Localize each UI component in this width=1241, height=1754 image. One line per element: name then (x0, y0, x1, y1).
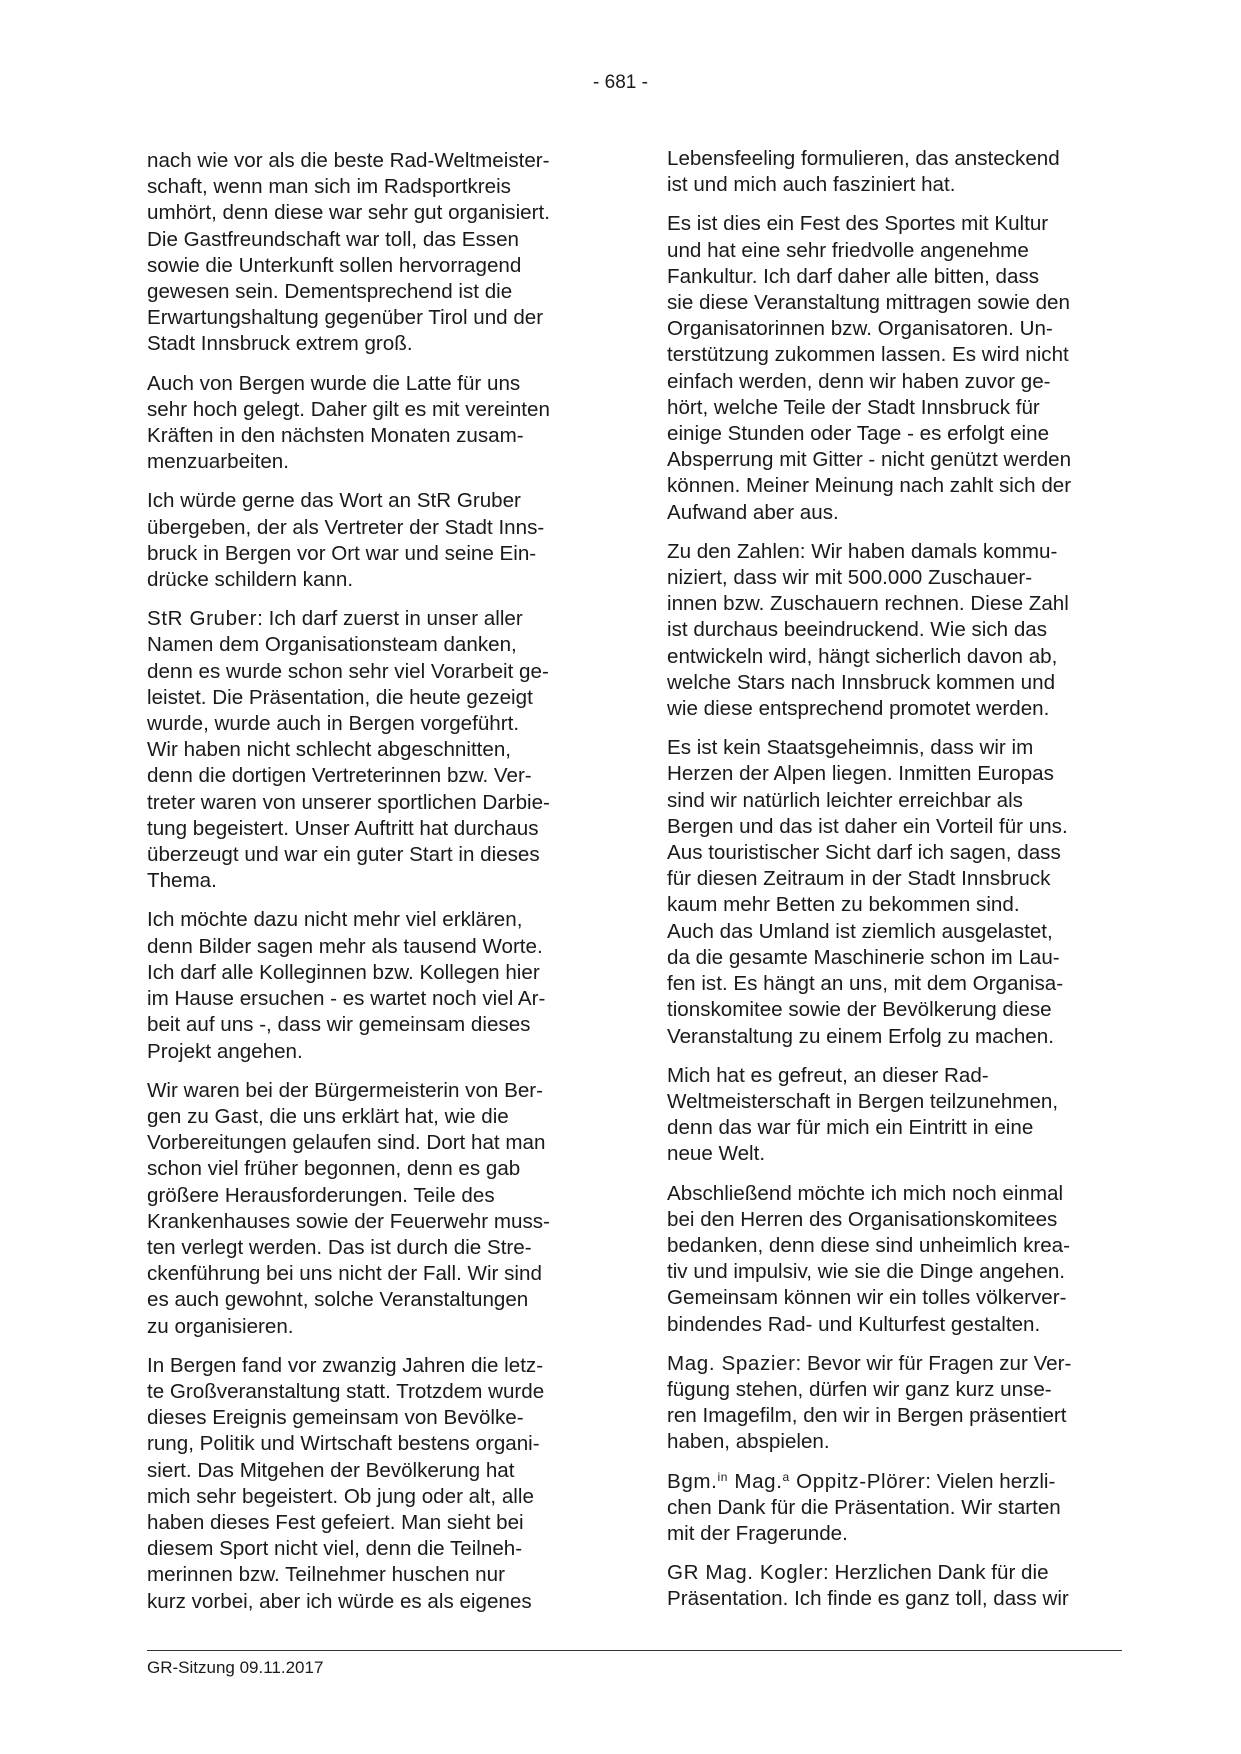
left-column (147, 148, 603, 1628)
speech-text: : Ich darf zuerst in unser aller Namen dem Organisationsteam danken, denn es wurde schon sehr viel Vorarbeit ge- leistet. Die Präsentation, die heute gezeigt wurde, wurde auch in Bergen vorgeführt. Wir haben nicht schlecht abgeschnitten, denn die dortigen Vertreterinnen bzw. Ver- treter waren von unserer sportlichen Darbie- tung begeistert. Unser Auftritt hat durchaus überzeugt und war ein guter Start in dieses Thema. (147, 607, 550, 893)
title-suffix: a (782, 1469, 790, 1484)
speaker-name: StR Gruber (147, 607, 258, 631)
speech-paragraph (667, 1351, 1123, 1456)
speaker-name (667, 1470, 925, 1493)
speech-text: : Herzlichen Dank für die Präsentation. Ich finde es ganz toll, dass wir (667, 1561, 1069, 1611)
speaker-name: Mag. Spazier (667, 1351, 796, 1375)
paragraph: Abschließend möchte ich mich noch einmal bei den Herren des Organisationskomitees bedanken, denn diese sind unheimlich krea- tiv und impulsiv, wie sie die Dinge angehen. Gemeinsam können wir ein tolles völkerver- bindendes Rad- und Kulturfest gestalten. (667, 1181, 1070, 1336)
paragraph: Lebensfeeling formulieren, das ansteckend ist und mich auch fasziniert hat. (667, 147, 1060, 197)
speech-text: : Vielen herzli- chen Dank für die Präsentation. Wir starten mit der Fragerunde. (667, 1469, 1061, 1545)
speech-paragraph (147, 606, 603, 894)
paragraph: Zu den Zahlen: Wir haben damals kommu- niziert, dass wir mit 500.000 Zuschauer- innen bzw. Zuschauern rechnen. Diese Zahl ist durchaus beeindruckend. Wie sich das entwickeln wird, hängt sicherlich davon ab, welche Stars nach Innsbruck kommen und wie diese entsprechend promotet werden. (667, 539, 1069, 721)
paragraph: Es ist dies ein Fest des Sportes mit Kultur und hat eine sehr friedvolle angenehme Fankultur. Ich darf daher alle bitten, dass sie diese Veranstaltung mittragen sowie den Organisatorinnen bzw. Organisatoren. Un- terstützung zukommen lassen. Es wird nicht einfach werden, denn wir haben zuvor ge- hört, welche Teile der Stadt Innsbruck für einige Stunden oder Tage - es erfolgt eine Absperrung mit Gitter - nicht genützt werden können. Meiner Meinung nach zahlt sich der Aufwand aber aus. (667, 212, 1072, 524)
paragraph: Ich würde gerne das Wort an StR Gruber übergeben, der als Vertreter der Stadt Inns- bruck in Bergen vor Ort war und seine Ein- drücke schildern kann. (147, 489, 545, 592)
speaker-surname: Oppitz-Plörer (789, 1469, 926, 1493)
paragraph: Auch von Bergen wurde die Latte für uns sehr hoch gelegt. Daher gilt es mit vereinten Kräften in den nächsten Monaten zusam- menzuarbeiten. (147, 371, 550, 474)
title-suffix: in (717, 1469, 729, 1484)
speech-paragraph (667, 1560, 1123, 1612)
paragraph: Ich möchte dazu nicht mehr viel erklären, denn Bilder sagen mehr als tausend Worte. Ich darf alle Kolleginnen bzw. Kollegen hier im Hause ersuchen - es wartet noch viel Ar- beit auf uns -, dass wir gemeinsam dieses Projekt angehen. (147, 908, 546, 1063)
footer-divider (147, 1650, 1122, 1651)
paragraph: Wir waren bei der Bürgermeisterin von Ber- gen zu Gast, die uns erklärt hat, wie die Vorbereitungen gelaufen sind. Dort hat man schon viel früher begonnen, denn es gab größere Herausforderungen. Teile des Krankenhauses sowie der Feuerwehr muss- ten verlegt werden. Das ist durch die Stre- ckenführung bei uns nicht der Fall. Wir sind es auch gewohnt, solche Veranstaltungen zu organisieren. (147, 1078, 550, 1338)
speech-paragraph (667, 1469, 1123, 1548)
speaker-title: Mag. (728, 1469, 783, 1493)
paragraph: Mich hat es gefreut, an dieser Rad- Weltmeisterschaft in Bergen teilzunehmen, denn das war für mich ein Eintritt in eine neue Welt. (667, 1063, 1059, 1166)
page-number: - 681 - (593, 72, 648, 93)
speaker-name: GR Mag. Kogler (667, 1561, 824, 1585)
speaker-title: Bgm. (667, 1469, 718, 1493)
right-column (667, 146, 1123, 1626)
paragraph: nach wie vor als die beste Rad-Weltmeister- schaft, wenn man sich im Radsportkreis umhört, denn diese war sehr gut organisiert. Die Gastfreundschaft war toll, das Essen sowie die Unterkunft sollen hervorragend gewesen sein. Dementsprechend ist die Erwartungshaltung gegenüber Tirol und der Stadt Innsbruck extrem groß. (147, 149, 550, 356)
footer-text: GR-Sitzung 09.11.2017 (147, 1658, 324, 1677)
speech-text: : Bevor wir für Fragen zur Ver- fügung stehen, dürfen wir ganz kurz unse- ren Imagefilm, den wir in Bergen präsentiert haben, abspielen. (667, 1351, 1072, 1454)
paragraph: Es ist kein Staatsgeheimnis, dass wir im Herzen der Alpen liegen. Inmitten Europas sind wir natürlich leichter erreichbar als Bergen und das ist daher ein Vorteil für uns. Aus touristischer Sicht darf ich sagen, dass für diesen Zeitraum in der Stadt Innsbruck kaum mehr Betten zu bekommen sind. Auch das Umland ist ziemlich ausgelastet, da die gesamte Maschinerie schon im Lau- fen ist. Es hängt an uns, mit dem Organisa- tionskomitee sowie der Bevölkerung diese Veranstaltung zu einem Erfolg zu machen. (667, 736, 1068, 1048)
paragraph: In Bergen fand vor zwanzig Jahren die letz- te Großveranstaltung statt. Trotzdem wurde dieses Ereignis gemeinsam von Bevölke- rung, Politik und Wirtschaft bestens organi- siert. Das Mitgehen der Bevölkerung hat mich sehr begeistert. Ob jung oder alt, alle haben dieses Fest gefeiert. Man sieht bei diesem Sport nicht viel, denn die Teilneh- merinnen bzw. Teilnehmer huschen nur kurz vorbei, aber ich würde es als eigenes (147, 1353, 545, 1613)
